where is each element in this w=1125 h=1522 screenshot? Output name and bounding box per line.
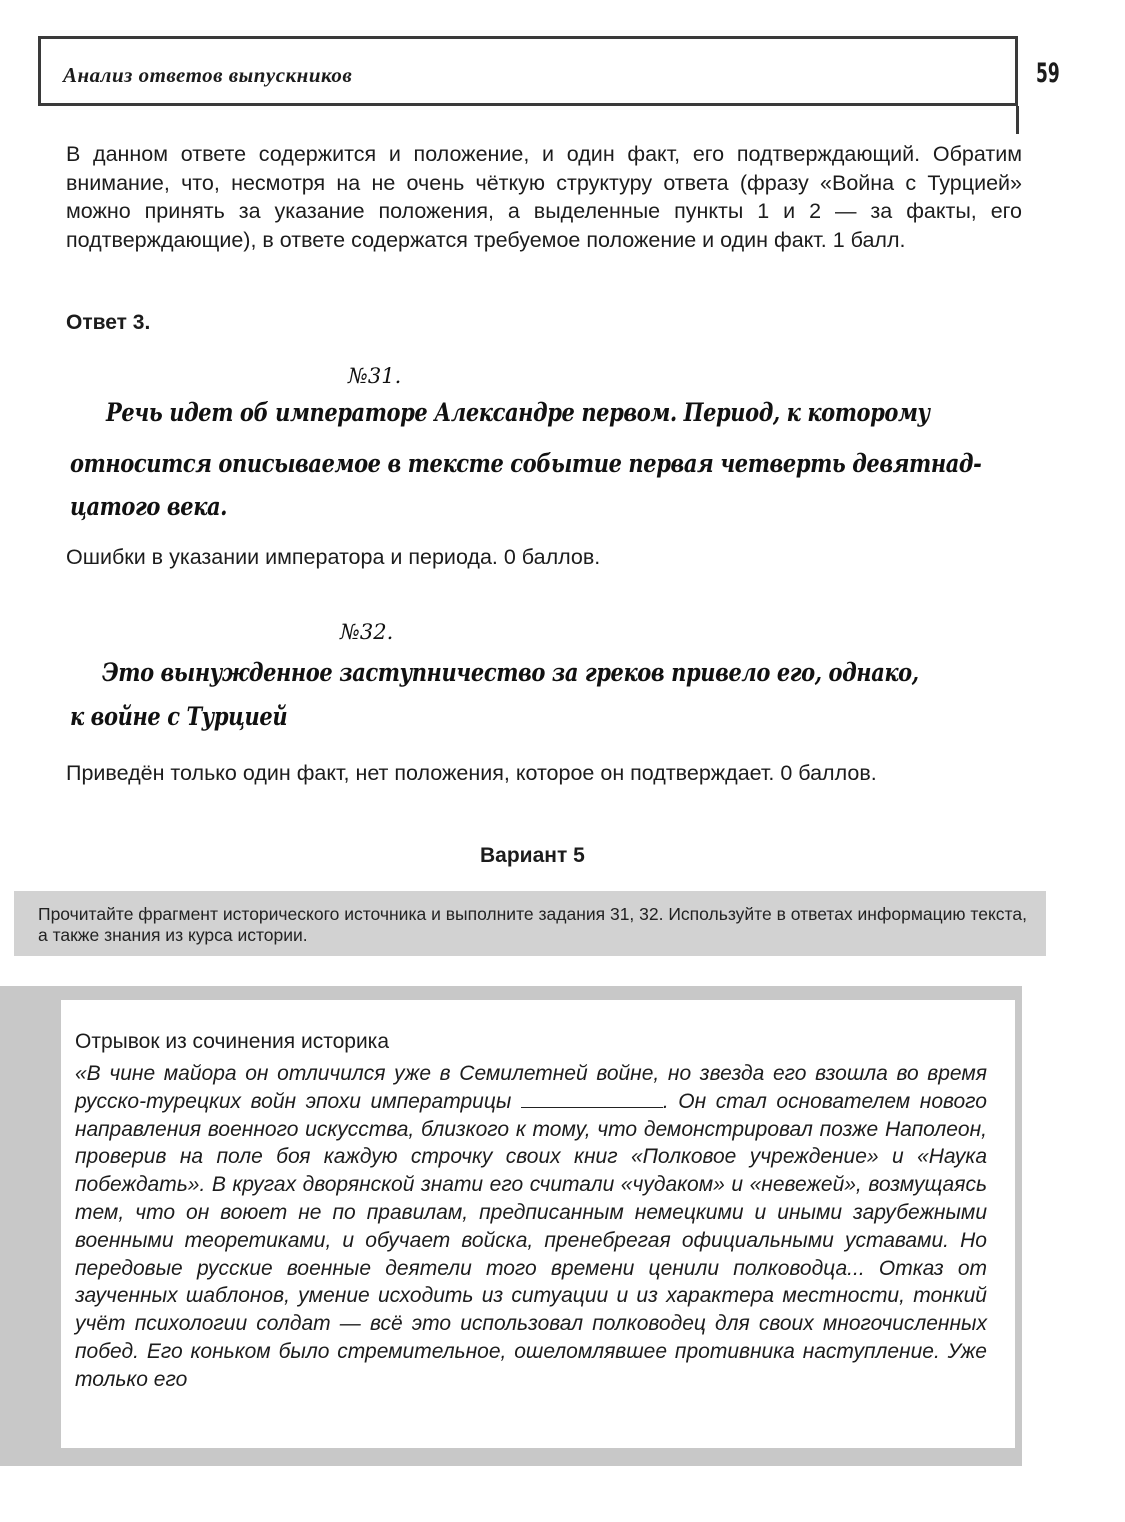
section-title: Анализ ответов выпускников	[63, 63, 353, 87]
handwritten-line: к войне с Турцией	[70, 702, 288, 731]
source-frame	[0, 986, 1022, 1466]
task31-number: №31.	[348, 364, 402, 388]
handwritten-line: Это вынужденное заступничество за греков привело его, однако,	[102, 658, 919, 687]
handwritten-line: относится описываемое в тексте событие первая четверть девятнад-	[70, 449, 982, 478]
answer3-heading: Ответ 3.	[66, 311, 151, 334]
page-number: 59	[1036, 58, 1060, 89]
header-border-tail	[1016, 106, 1019, 134]
task31-evaluation: Ошибки в указании императора и периода. 0 баллов.	[66, 545, 601, 569]
variant-heading: Вариант 5	[480, 844, 585, 867]
source-title: Отрывок из сочинения историка	[75, 1030, 390, 1053]
intro-paragraph-text: В данном ответе содержится и положение, и один факт, его подтверждающий. Обратим внимание, что, несмотря на не очень чёткую структуру ответа (фразу «Война с Турцией» можно принять за указание положения, а выделенные пункты 1 и 2 — за факты, его подтверждающие), в ответе содержатся требуемое положение и один факт. 1 балл.	[66, 142, 1022, 252]
source-text-part2: . Он стал основателем нового направления военного искусства, близкого к тому, что демонстрировал позже Наполеон, проверив на поле боя каждую строчку своих книг «Полковое учреждение» и «Наука побеждать». В кругах дворянской знати его считали «чудаком» и «невежей», возмущаясь тем, что он воюет не по правилам, предписанным немецкими и иными зарубежными военными теоретиками, и обучает войска, пренебрегая официальными уставами. Но передовые русские военные деятели того времени ценили полководца... Отказ от заученных шаблонов, умение исходить из ситуации и из характера местности, тонкий учёт психологии солдат — всё это использовал полководец для своих многочисленных побед. Его коньком было стремительное, ошеломлявшее противника наступление. Уже только его	[75, 1089, 987, 1391]
task32-evaluation: Приведён только один факт, нет положения, которое он подтверждает. 0 баллов.	[66, 761, 877, 785]
source-excerpt	[75, 1060, 987, 1394]
task-instruction-box	[14, 891, 1046, 956]
intro-paragraph	[66, 140, 1022, 254]
task-instruction-text: Прочитайте фрагмент исторического источника и выполните задания 31, 32. Используйте в ответах информацию текста, а также знания из курса истории.	[38, 904, 1027, 945]
answer-blank	[521, 1089, 663, 1108]
source-text-part1: «В чине майора он отличился уже в Семилетней войне, но звезда его взошла во время русско-турецких войн эпохи императрицы	[75, 1062, 987, 1113]
source-panel	[61, 1000, 1015, 1448]
task32-number: №32.	[340, 620, 394, 644]
handwritten-line: Речь идет об императоре Александре первом. Период, к которому	[106, 398, 930, 427]
handwritten-line: цатого века.	[70, 492, 228, 521]
section-header-box	[38, 36, 1018, 106]
